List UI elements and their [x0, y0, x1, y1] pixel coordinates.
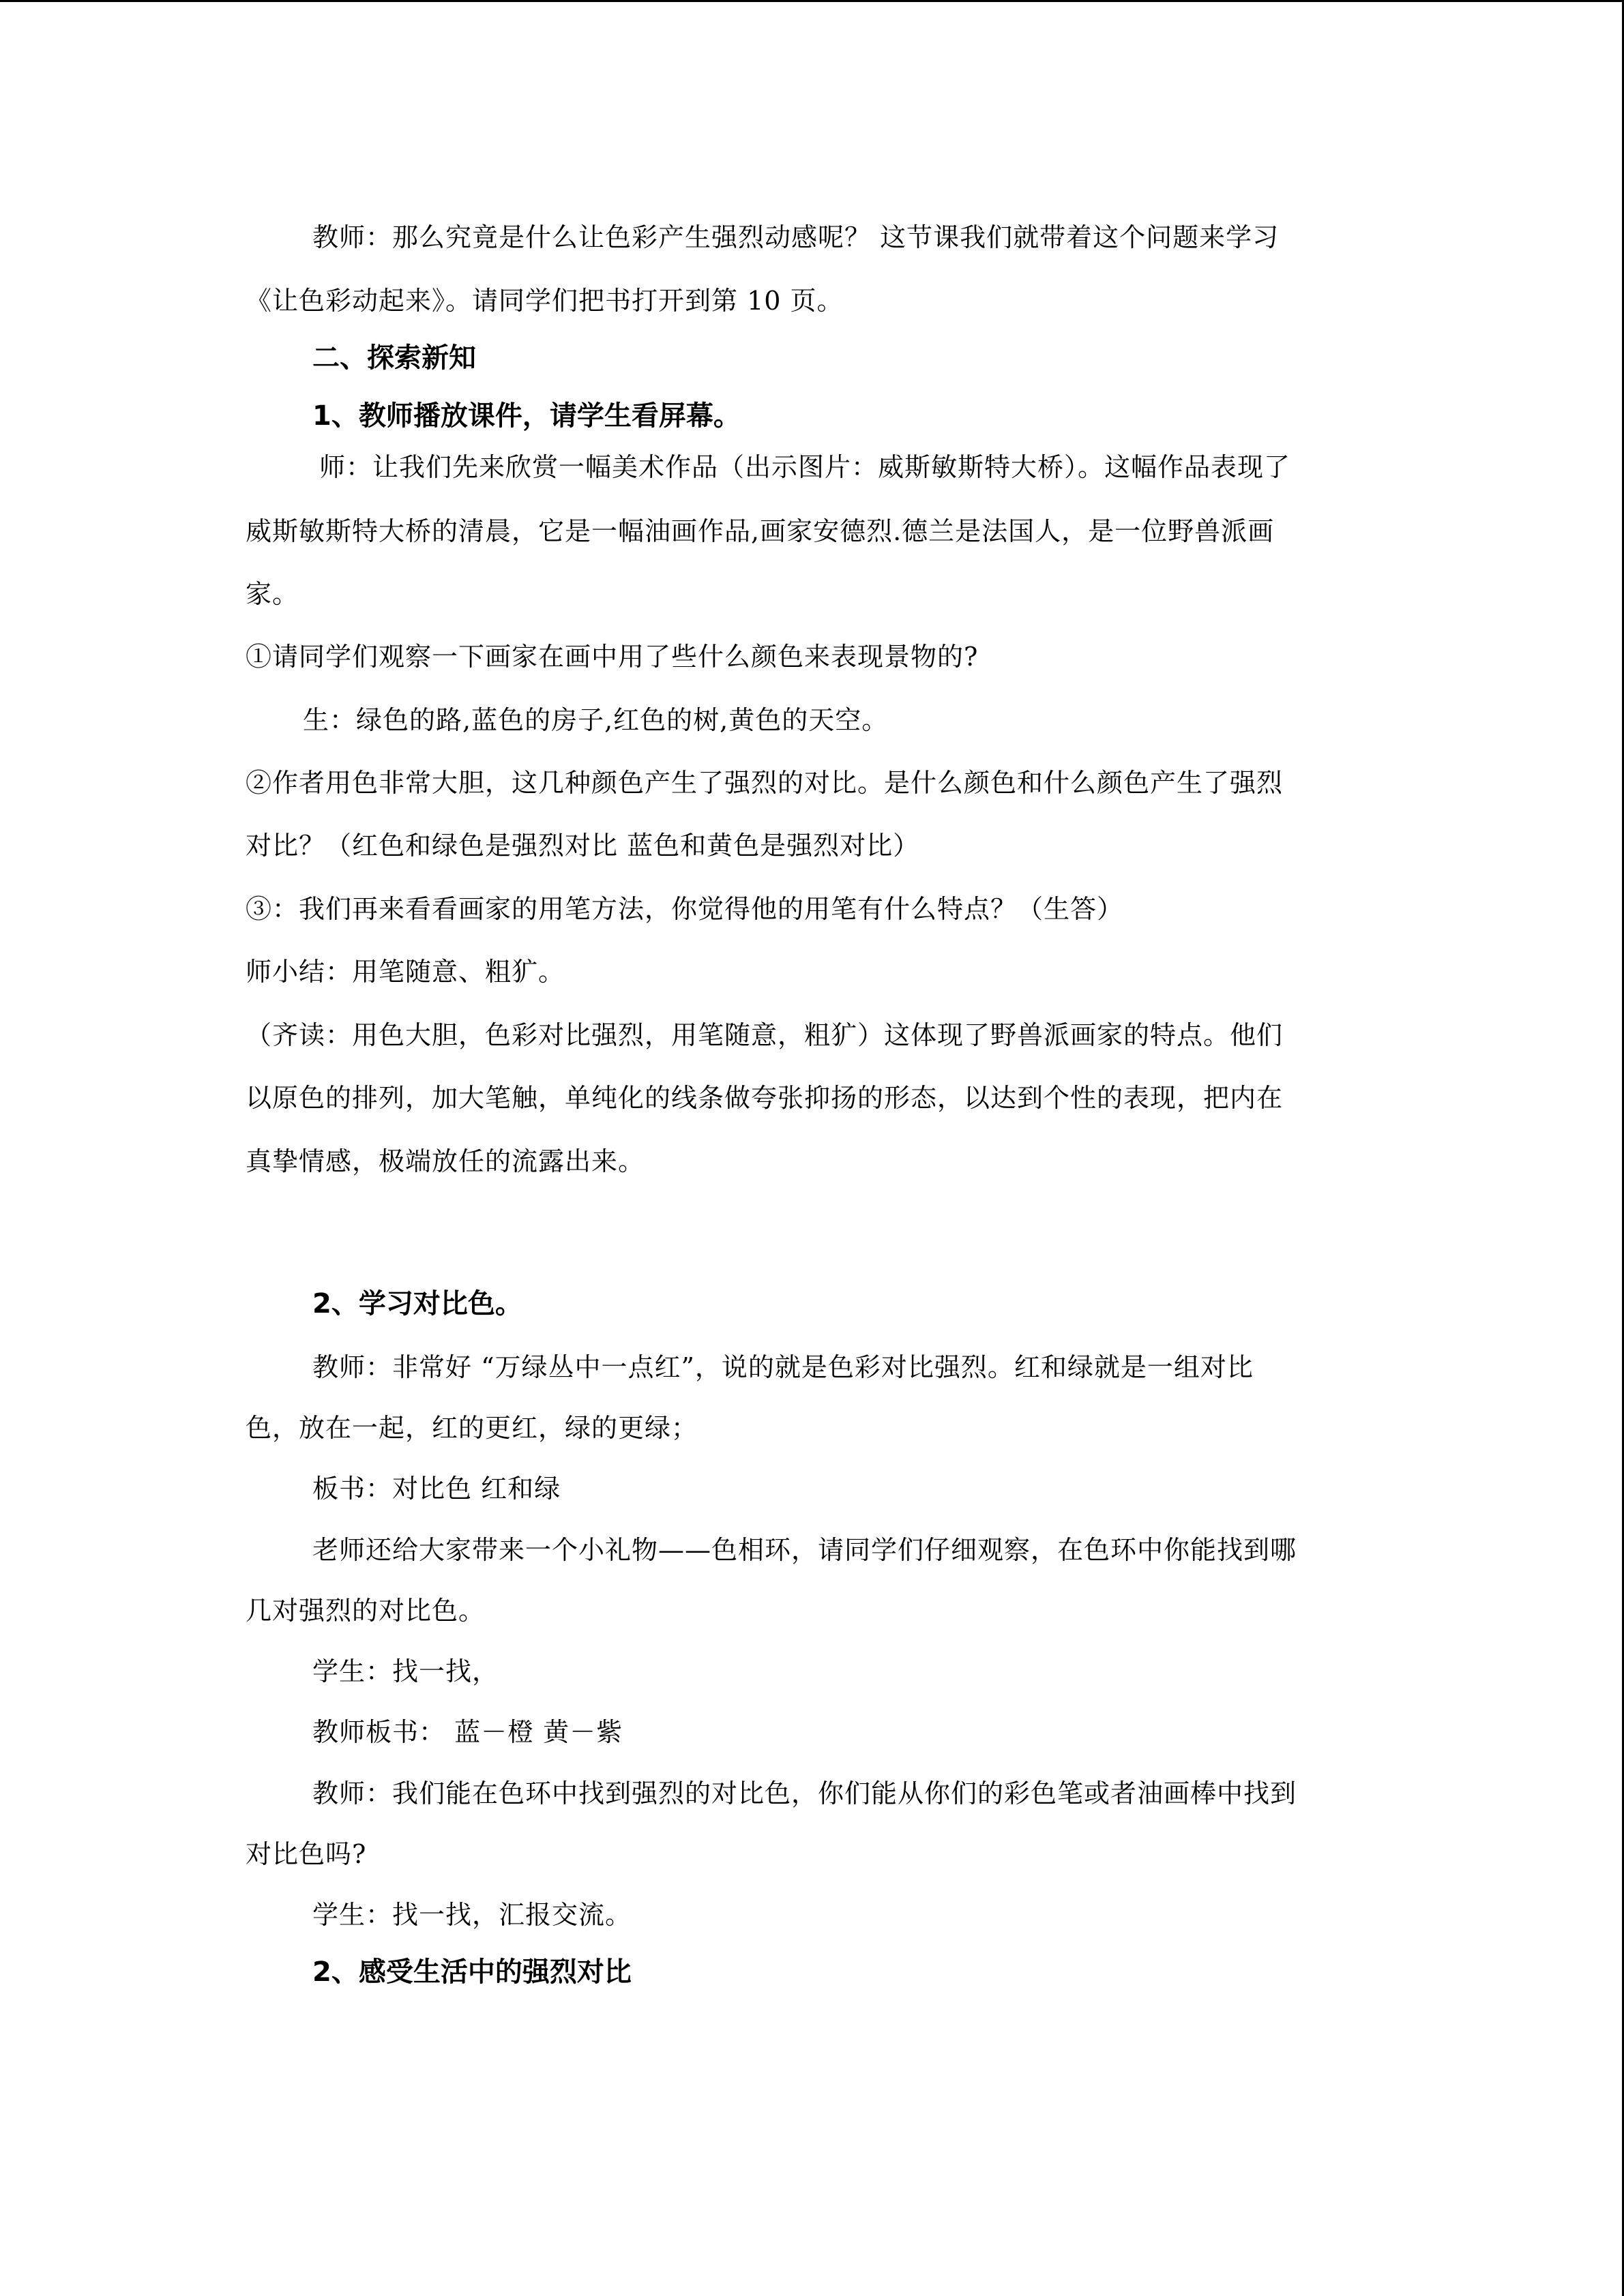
subsection-heading: 2、学习对比色。 — [312, 1288, 522, 1320]
paragraph-line: 教师：那么究竟是什么让色彩产生强烈动感呢？ 这节课我们就带着这个问题来学习 — [312, 222, 1280, 252]
paragraph-line: 学生：找一找，汇报交流。 — [312, 1900, 632, 1930]
paragraph-line: 以原色的排列，加大笔触，单纯化的线条做夸张抑扬的形态，以达到个性的表现，把内在 — [246, 1083, 1284, 1113]
paragraph-line: 教师：非常好 “万绿丛中一点红”，说的就是色彩对比强烈。红和绿就是一组对比 — [312, 1352, 1254, 1382]
question-line: ③：我们再来看看画家的用笔方法，你觉得他的用笔有什么特点？（生答） — [246, 894, 1124, 924]
question-line: ②作者用色非常大胆，这几种颜色产生了强烈的对比。是什么颜色和什么颜色产生了强烈 — [246, 768, 1284, 798]
paragraph-line: 威斯敏斯特大桥的清晨，它是一幅油画作品,画家安德烈.德兰是法国人，是一位野兽派画 — [246, 516, 1275, 546]
paragraph-line: 《让色彩动起来》。请同学们把书打开到第 10 页。 — [246, 286, 844, 316]
subsection-heading: 1、教师播放课件，请学生看屏幕。 — [312, 400, 741, 432]
paragraph-line: 色，放在一起，红的更红，绿的更绿； — [246, 1413, 698, 1443]
paragraph-line: 教师：我们能在色环中找到强烈的对比色，你们能从你们的彩色笔或者油画棒中找到 — [312, 1778, 1297, 1808]
paragraph-line: 对比色吗? — [246, 1839, 367, 1869]
question-line: ①请同学们观察一下画家在画中用了些什么颜色来表现景物的? — [246, 642, 979, 672]
paragraph-line: 真挚情感，极端放任的流露出来。 — [246, 1146, 645, 1176]
section-heading: 二、探索新知 — [312, 342, 476, 374]
answer-line: 生：绿色的路,蓝色的房子,红色的树,黄色的天空。 — [303, 705, 889, 735]
page-top-border — [0, 0, 1624, 2]
board-note-line: 板书：对比色 红和绿 — [312, 1474, 561, 1504]
paragraph-line: 对比？（红色和绿色是强烈对比 蓝色和黄色是强烈对比） — [246, 831, 920, 861]
paragraph-line: 师：让我们先来欣赏一幅美术作品（出示图片：威斯敏斯特大桥）。这幅作品表现了 — [319, 452, 1291, 482]
paragraph-line: 家。 — [246, 579, 299, 609]
paragraph-line: （齐读：用色大胆，色彩对比强烈，用笔随意，粗犷）这体现了野兽派画家的特点。他们 — [246, 1020, 1284, 1050]
board-note-line: 教师板书： 蓝－橙 黄－紫 — [312, 1717, 623, 1747]
paragraph-line: 学生：找一找， — [312, 1656, 499, 1686]
paragraph-line: 几对强烈的对比色。 — [246, 1596, 486, 1626]
summary-line: 师小结：用笔随意、粗犷。 — [246, 957, 565, 987]
subsection-heading: 2、感受生活中的强烈对比 — [312, 1956, 632, 1988]
paragraph-line: 老师还给大家带来一个小礼物——色相环，请同学们仔细观察，在色环中你能找到哪 — [312, 1535, 1297, 1565]
